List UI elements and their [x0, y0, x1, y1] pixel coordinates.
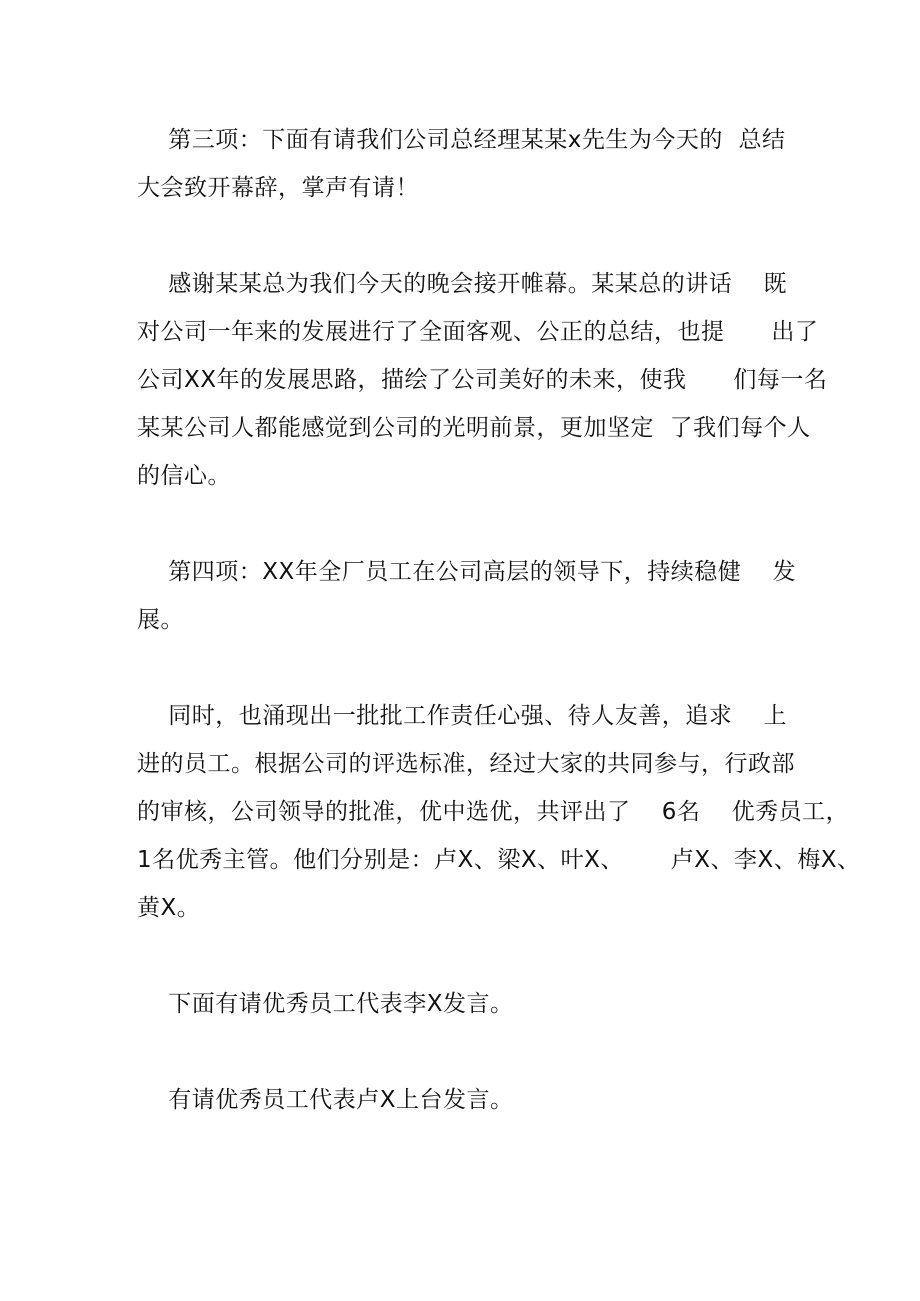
- paragraph-thanks: [137, 260, 828, 500]
- text-line: 的审核，公司领导的批准，优中选优，共评出了 6名 优秀员工，: [137, 799, 850, 825]
- text-line: 展。: [137, 607, 184, 633]
- paragraph-item-3-opening: [137, 116, 797, 212]
- paragraph-item-4: [137, 548, 797, 644]
- text-line: 有请优秀员工代表卢X上台发言。: [137, 1087, 514, 1113]
- text-line: 同时，也涌现出一批批工作责任心强、待人友善，追求 上: [137, 703, 787, 729]
- text-line: 黄X。: [137, 895, 201, 921]
- paragraph-speaker-li: [137, 980, 797, 1028]
- paragraph-outstanding-staff: [137, 692, 861, 932]
- text-line: 的信心。: [137, 463, 231, 489]
- text-line: 某某公司人都能感觉到公司的光明前景，更加坚定 了我们每个人: [137, 415, 811, 441]
- text-line: 感谢某某总为我们今天的晚会接开帷幕。某某总的讲话 既: [137, 271, 787, 297]
- text-line: 大会致开幕辞，掌声有请！: [137, 175, 419, 201]
- text-line: 第三项：下面有请我们公司总经理某某x先生为今天的 总结: [137, 127, 786, 153]
- text-line: 第四项：XX年全厂员工在公司高层的领导下，持续稳健 发: [137, 559, 797, 585]
- paragraph-speaker-lu: [137, 1076, 797, 1124]
- text-line: 对公司一年来的发展进行了全面客观、公正的总结，也提 出了: [137, 319, 819, 345]
- text-line: 1名优秀主管。他们分别是：卢X、梁X、叶X、 卢X、李X、梅X、: [137, 847, 861, 873]
- text-line: 公司XX年的发展思路，描绘了公司美好的未来，使我 们每一名: [137, 367, 828, 393]
- text-line: 下面有请优秀员工代表李X发言。: [137, 991, 514, 1017]
- text-line: 进的员工。根据公司的评选标准，经过大家的共同参与，行政部: [137, 751, 795, 777]
